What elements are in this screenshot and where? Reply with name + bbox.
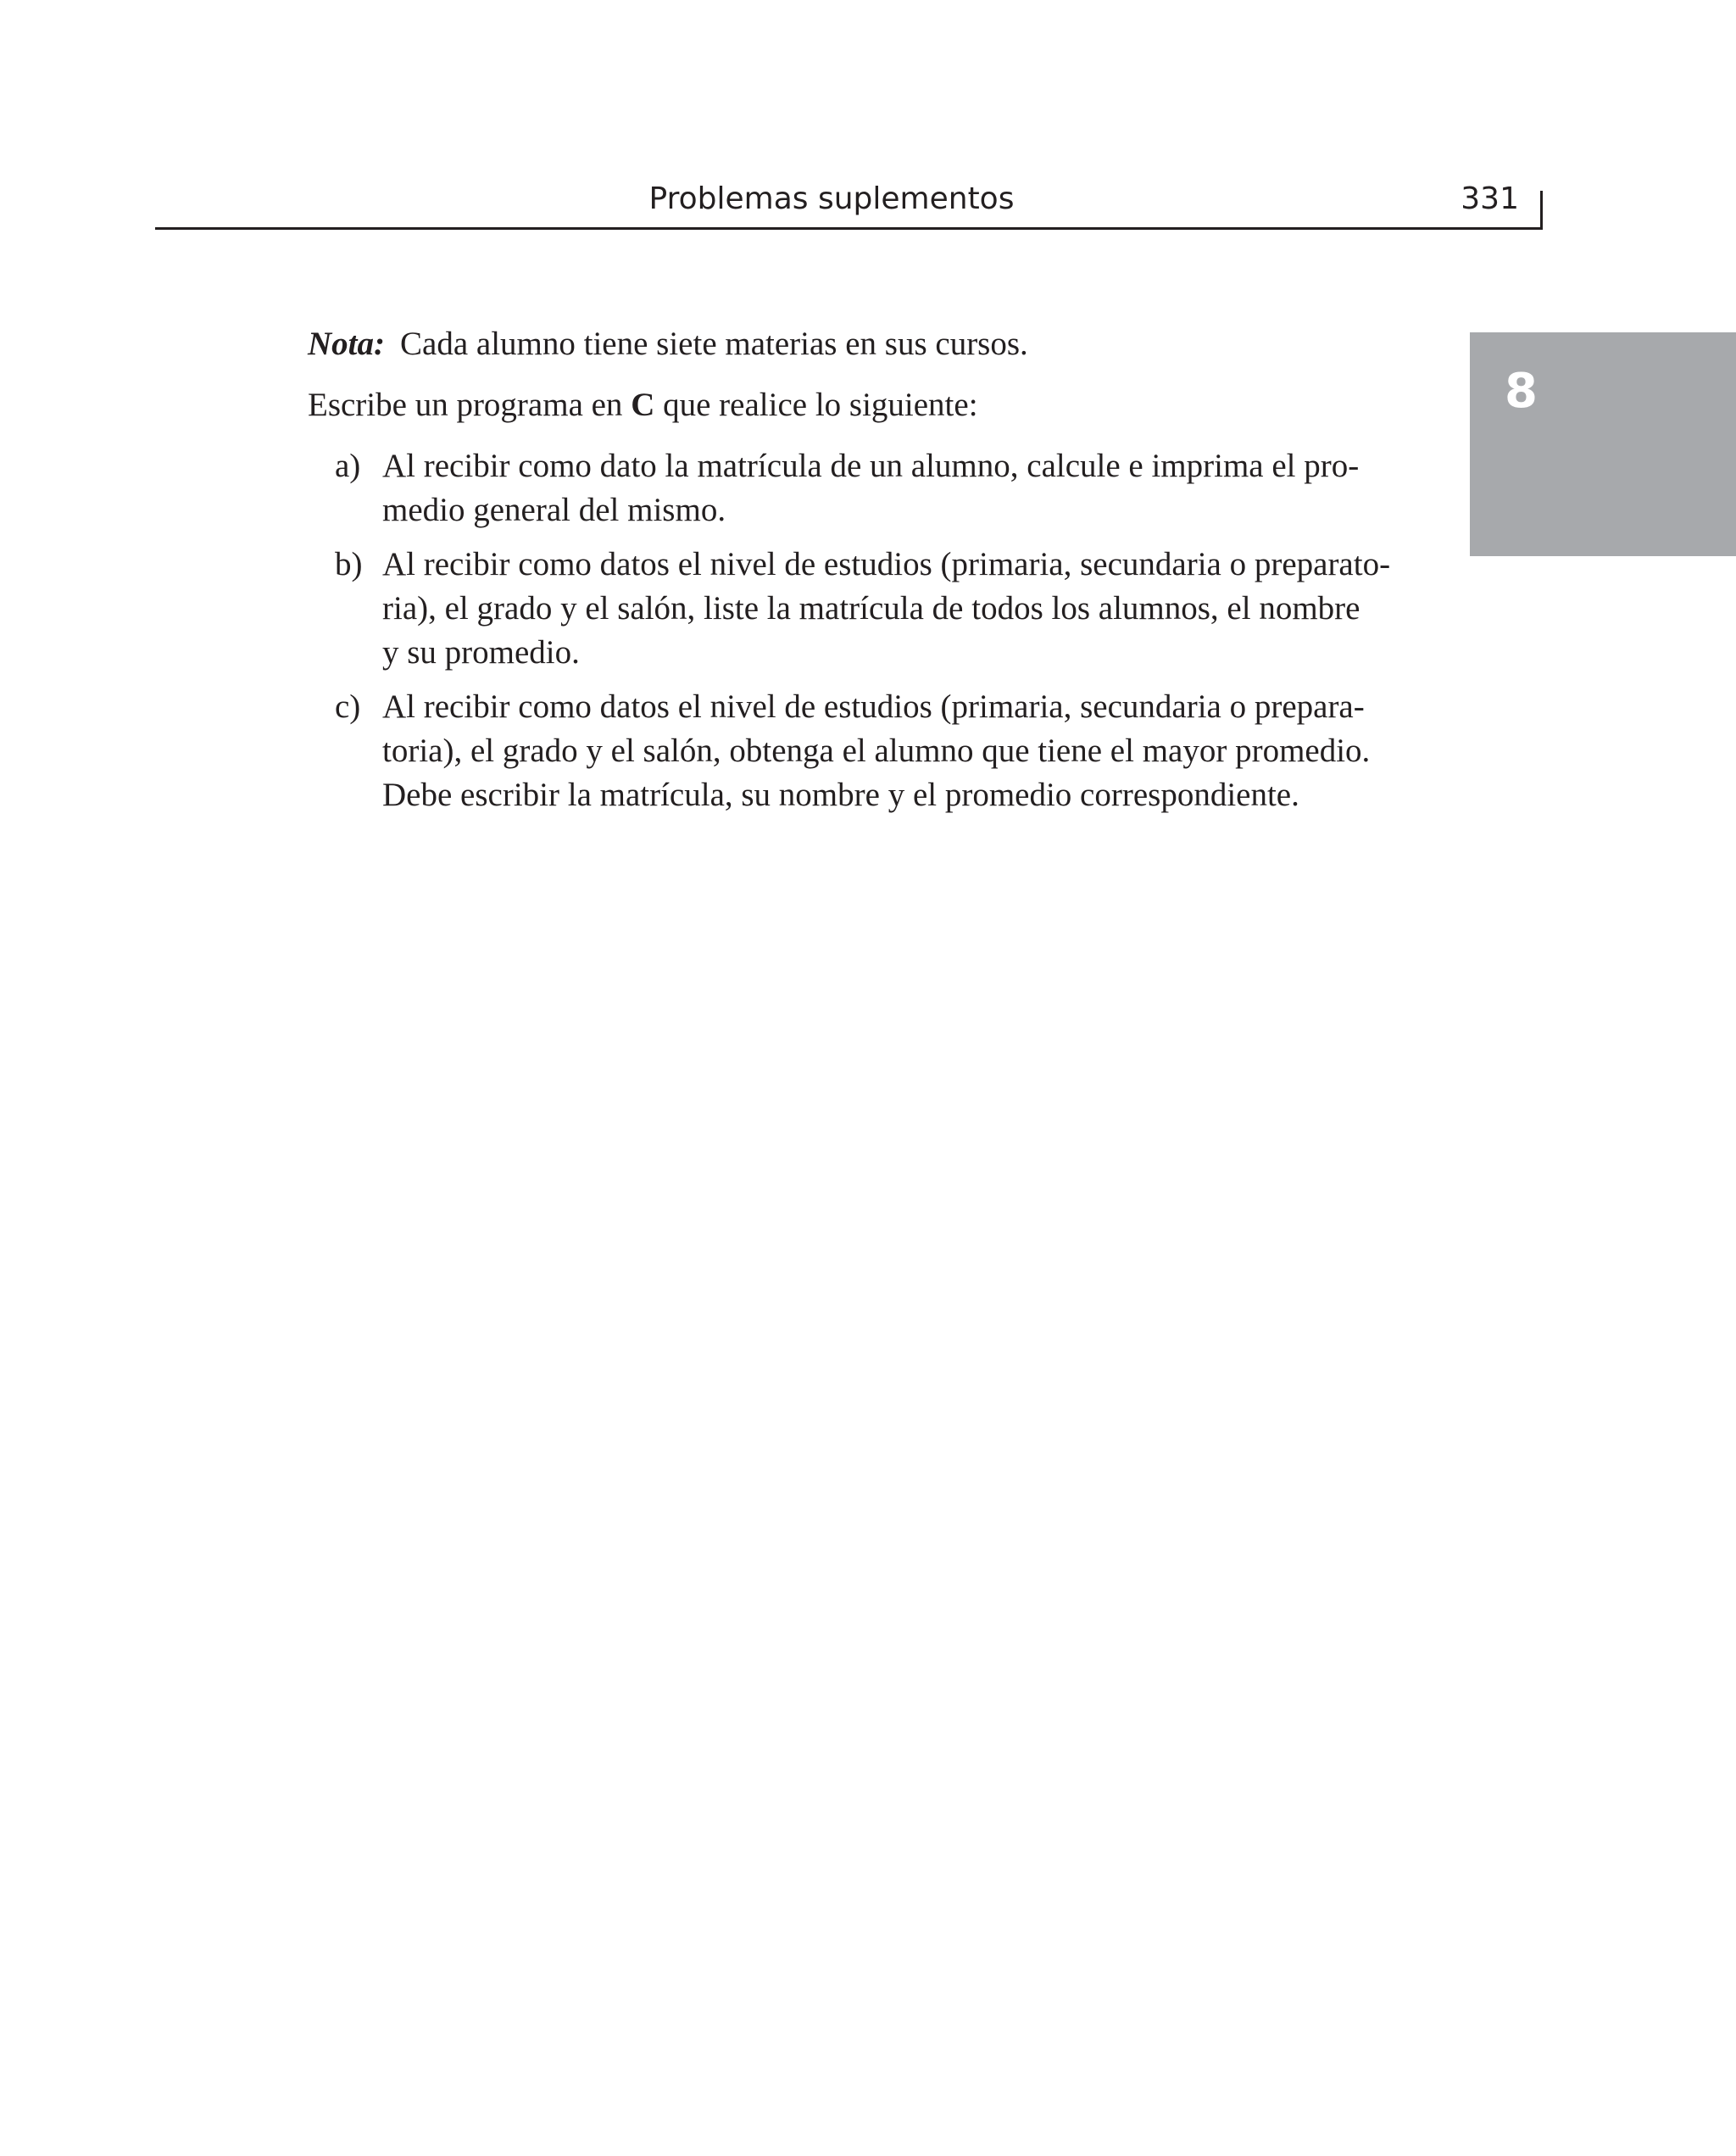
item-label: b) [335, 546, 363, 582]
item-line: medio general del mismo. [382, 492, 726, 528]
header-rule [155, 227, 1543, 230]
item-line: ria), el grado y el salón, liste la matrícula de todos los alumnos, el nombre [382, 590, 1360, 627]
item-label: c) [335, 688, 361, 725]
item-line: Al recibir como dato la matrícula de un alumno, calcule e imprima el pro- [382, 448, 1360, 484]
page-number: 331 [1461, 181, 1519, 216]
header-title: Problemas suplementos [648, 181, 1015, 216]
intro-text-after: que realice lo siguiente: [654, 387, 978, 423]
item-line: toria), el grado y el salón, obtenga el alumno que tiene el mayor promedio. [382, 733, 1371, 769]
intro-paragraph [308, 383, 1427, 427]
list-item [308, 543, 1427, 675]
running-header [155, 174, 1543, 233]
item-line: Al recibir como datos el nivel de estudios (primaria, secundaria o prepara- [382, 688, 1365, 725]
note-text: Cada alumno tiene siete materias en sus cursos. [400, 326, 1028, 362]
list-item [308, 444, 1427, 532]
intro-language: C [631, 387, 655, 423]
intro-text-before: Escribe un programa en [308, 387, 632, 423]
header-tick [1540, 191, 1543, 230]
list-item [308, 685, 1427, 817]
note-label: Nota: [308, 326, 385, 362]
note-paragraph [308, 322, 1427, 366]
chapter-thumb-tab [1470, 332, 1736, 556]
page-content [308, 322, 1427, 827]
item-line: Debe escribir la matrícula, su nombre y el promedio correspondiente. [382, 777, 1299, 813]
item-label: a) [335, 448, 361, 484]
item-line: Al recibir como datos el nivel de estudios (primaria, secundaria o preparato- [382, 546, 1391, 582]
requirements-list [308, 444, 1427, 817]
chapter-number: 8 [1505, 364, 1538, 419]
item-line: y su promedio. [382, 634, 580, 671]
